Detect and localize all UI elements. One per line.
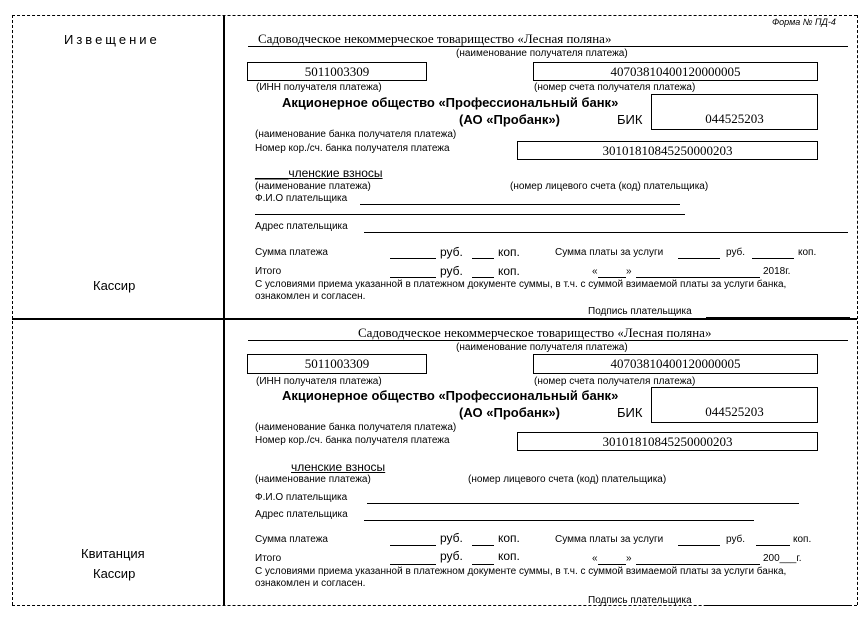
receipt-bank-name-line2: (АО «Пробанк») xyxy=(459,405,560,420)
receipt-sum-kop: коп. xyxy=(498,531,520,545)
receipt-date-month-line xyxy=(636,564,760,565)
notice-recipient-name: Садоводческое некоммерческое товарищество «Лесная поляна» xyxy=(258,31,612,46)
form-code: Форма № ПД-4 xyxy=(772,17,836,27)
receipt-fee-kop-line xyxy=(756,545,790,546)
section-divider-vertical xyxy=(223,15,225,605)
receipt-recipient-name: Садоводческое некоммерческое товарищество «Лесная поляна» xyxy=(358,325,712,340)
receipt-personal-account-caption: (номер лицевого счета (код) плательщика) xyxy=(468,474,667,485)
notice-bik-field: 044525203 xyxy=(651,94,818,130)
receipt-sum-rub-line xyxy=(390,545,436,546)
notice-total-rub: руб. xyxy=(440,264,463,278)
notice-date-year: 2018г. xyxy=(763,266,791,277)
notice-recipient-caption: (наименование получателя платежа) xyxy=(456,48,628,59)
notice-inn-field: 5011003309 xyxy=(247,62,427,81)
receipt-fee-label: Сумма платы за услуги xyxy=(555,534,664,545)
receipt-inn-caption: (ИНН получателя платежа) xyxy=(256,376,382,387)
notice-fee-kop: коп. xyxy=(798,247,817,258)
receipt-total-kop-line xyxy=(472,564,494,565)
notice-section-label: Извещение xyxy=(64,32,160,47)
notice-fee-rub-line xyxy=(678,258,720,259)
receipt-address-label: Адрес плательщика xyxy=(255,509,348,520)
notice-sum-rub: руб. xyxy=(440,245,463,259)
receipt-fee-rub-line xyxy=(678,545,720,546)
receipt-bank-caption: (наименование банка получателя платежа) xyxy=(255,422,457,433)
notice-payer-line xyxy=(360,204,680,205)
section-divider-horizontal xyxy=(12,318,857,320)
notice-payment-name xyxy=(255,166,383,180)
receipt-section-label: Квитанция xyxy=(81,546,145,561)
notice-payer-label: Ф.И.О плательщика xyxy=(255,193,348,204)
receipt-corr-field: 30101810845250000203 xyxy=(517,432,818,451)
receipt-total-rub: руб. xyxy=(440,549,463,563)
receipt-cashier-label: Кассир xyxy=(93,566,136,581)
notice-bank-name-line1: Акционерное общество «Профессиональный банк» xyxy=(282,95,619,110)
receipt-total-rub-line xyxy=(390,564,436,565)
notice-personal-account-caption: (номер лицевого счета (код) плательщика) xyxy=(510,181,709,192)
notice-payment-name-prefix: _____ xyxy=(255,166,289,180)
receipt-total-label: Итого xyxy=(255,553,282,564)
notice-address-label: Адрес плательщика xyxy=(255,221,348,232)
frame-top-border xyxy=(12,15,857,16)
notice-account-field: 40703810400120000005 xyxy=(533,62,818,81)
notice-address-line xyxy=(364,232,848,233)
receipt-bik-field: 044525203 xyxy=(651,387,818,423)
receipt-address-line xyxy=(364,520,754,521)
notice-signature-label: Подпись плательщика xyxy=(588,306,692,317)
receipt-conditions-line1: С условиями приема указанной в платежном документе суммы, в т.ч. с суммой взимаемой платы за услуги банка, xyxy=(255,566,787,577)
receipt-account-caption: (номер счета получателя платежа) xyxy=(534,376,696,387)
notice-bik-label: БИК xyxy=(617,112,643,127)
frame-left-border xyxy=(12,15,13,605)
notice-signature-line xyxy=(706,317,850,318)
notice-cashier-label: Кассир xyxy=(93,278,136,293)
notice-inn-caption: (ИНН получателя платежа) xyxy=(256,82,382,93)
notice-payer-line2 xyxy=(255,214,685,215)
receipt-sum-label: Сумма платежа xyxy=(255,534,328,545)
notice-date-close: » xyxy=(626,266,632,277)
receipt-payer-label: Ф.И.О плательщика xyxy=(255,492,348,503)
frame-right-border xyxy=(857,15,858,605)
receipt-date-close: » xyxy=(626,553,632,564)
receipt-payer-line xyxy=(367,503,799,504)
notice-payment-name-value: членские взносы xyxy=(288,166,383,180)
receipt-bik-label: БИК xyxy=(617,405,643,420)
receipt-payment-name: членские взносы xyxy=(291,460,386,474)
receipt-fee-rub: руб. xyxy=(726,534,746,545)
notice-corr-field: 30101810845250000203 xyxy=(517,141,818,160)
notice-conditions-line2: ознакомлен и согласен. xyxy=(255,291,366,302)
receipt-date-open: « xyxy=(592,553,598,564)
notice-corr-label: Номер кор./сч. банка получателя платежа xyxy=(255,143,450,154)
receipt-conditions-line2: ознакомлен и согласен. xyxy=(255,578,366,589)
receipt-bank-name-line1: Акционерное общество «Профессиональный банк» xyxy=(282,388,619,403)
notice-conditions-line1: С условиями приема указанной в платежном документе суммы, в т.ч. с суммой взимаемой платы за услуги банка, xyxy=(255,279,787,290)
notice-sum-rub-line xyxy=(390,258,436,259)
receipt-date-day-line xyxy=(598,564,626,565)
notice-fee-rub: руб. xyxy=(726,247,746,258)
notice-recipient-underline xyxy=(248,46,848,47)
notice-account-caption: (номер счета получателя платежа) xyxy=(534,82,696,93)
receipt-corr-label: Номер кор./сч. банка получателя платежа xyxy=(255,435,450,446)
notice-sum-kop: коп. xyxy=(498,245,520,259)
notice-total-label: Итого xyxy=(255,266,282,277)
receipt-inn-field: 5011003309 xyxy=(247,354,427,374)
notice-date-open: « xyxy=(592,266,598,277)
notice-total-rub-line xyxy=(390,277,436,278)
receipt-recipient-caption: (наименование получателя платежа) xyxy=(456,342,628,353)
notice-date-month-line xyxy=(636,277,760,278)
receipt-account-field: 40703810400120000005 xyxy=(533,354,818,374)
notice-total-kop: коп. xyxy=(498,264,520,278)
receipt-date-year: 200___г. xyxy=(763,553,802,564)
notice-bank-name-line2: (АО «Пробанк») xyxy=(459,112,560,127)
receipt-sum-rub: руб. xyxy=(440,531,463,545)
receipt-sum-kop-line xyxy=(472,545,494,546)
receipt-total-kop: коп. xyxy=(498,549,520,563)
receipt-signature-label: Подпись плательщика xyxy=(588,595,692,606)
notice-payment-name-caption: (наименование платежа) xyxy=(255,181,371,192)
receipt-recipient-underline xyxy=(248,340,848,341)
receipt-signature-line xyxy=(706,605,850,606)
notice-fee-kop-line xyxy=(752,258,794,259)
receipt-fee-kop: коп. xyxy=(793,534,812,545)
notice-total-kop-line xyxy=(472,277,494,278)
notice-sum-kop-line xyxy=(472,258,494,259)
notice-sum-label: Сумма платежа xyxy=(255,247,328,258)
receipt-payment-name-caption: (наименование платежа) xyxy=(255,474,371,485)
notice-fee-label: Сумма платы за услуги xyxy=(555,247,664,258)
notice-date-day-line xyxy=(598,277,626,278)
notice-bank-caption: (наименование банка получателя платежа) xyxy=(255,129,457,140)
